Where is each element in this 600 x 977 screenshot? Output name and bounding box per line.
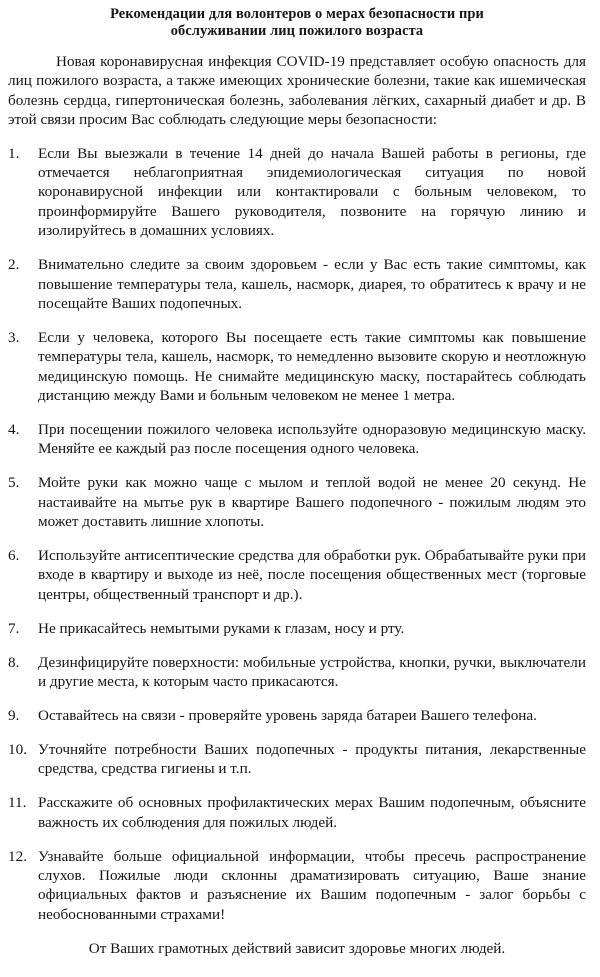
list-item [8,793,586,832]
item-text: Если у человека, которого Вы посещаете есть такие симптомы как повышение температуры тела, кашель, насморк, то немедленно вызовите скорую и неотложную медицинскую помощь. Не снимайте медицинскую маску, постарайтесь соблюдать дистанцию между Вами и больным человеком не менее 1 метра. [38,328,586,405]
title-line-2: обслуживании лиц пожилого возраста [170,23,424,39]
item-number: 3. [8,328,20,346]
item-number: 10. [8,740,27,758]
item-text: Узнавайте больше официальной информации, чтобы пресечь распространение слухов. Пожилые люди склонны драматизировать ситуацию, Ваше знание официальных фактов и разъяснение их Вашим подопечным - залог борьбы с необоснованными страхами! [38,847,586,923]
item-number: 12. [8,847,27,865]
item-text: Дезинфицируйте поверхности: мобильные устройства, кнопки, ручки, выключатели и другие места, к которым часто прикасаются. [38,653,586,691]
item-number: 4. [8,421,20,438]
item-text: При посещении пожилого человека используйте одноразовую медицинскую маску. Меняйте ее каждый раз после посещения одного человека. [38,421,586,458]
list-item [8,144,586,241]
item-number: 5. [8,474,20,492]
intro-paragraph: Новая коронавирусная инфекция COVID-19 представляет особую опасность для лиц пожилого возраста, а также имеющих хронические болезни, такие как ишемическая болезнь сердца, гипертоническая болезнь, заболевания лёгких, сахарный диабет и др. В этой связи просим Вас соблюдать следующие меры безопасности: [8,53,586,129]
item-number: 7. [8,619,20,637]
list-item [8,420,586,459]
item-text: Расскажите об основных профилактических мерах Вашим подопечным, объясните важность их соблюдения для пожилых людей. [38,794,586,831]
item-text: Не прикасайтесь немытыми руками к глазам, носу и рту. [38,619,405,637]
closing-note: От Ваших грамотных действий зависит здоровье многих людей. [88,939,506,957]
list-item [8,255,586,313]
item-text: Мойте руки как можно чаще с мылом и теплой водой не менее 20 секунд. Не настаивайте на мытье рук в квартире Вашего подопечного - пожилым людям это может доставить лишние хлопоты. [38,474,586,531]
item-text: Внимательно следите за своим здоровьем - если у Вас есть такие симптомы, как повышение температуры тела, кашель, насморк, диарея, то обратитесь к врачу и не посещайте Ваших подопечных. [38,256,586,312]
document-title [8,6,586,40]
item-number: 2. [8,256,20,274]
title-line-1: Рекомендации для волонтеров о мерах безопасности при [110,6,484,22]
item-text: Уточняйте потребности Ваших подопечных - продукты питания, лекарственные средства, средства гигиены и т.п. [38,740,586,778]
list-item [8,619,586,638]
recommendations-list [8,144,586,925]
list-item [8,740,586,779]
item-text: Если Вы выезжали в течение 14 дней до начала Вашей работы в регионы, где отмечается неблагоприятная эпидемиологическая ситуация по новой коронавирусной инфекции или контактировали с больным человеком, то проинформируйте Вашего руководителя, позвоните на горячую линию и изолируйтесь в домашних условиях. [38,144,586,240]
item-number: 8. [8,653,20,671]
list-item [8,546,586,604]
list-item [8,706,586,725]
list-item [8,653,586,692]
list-item [8,847,586,925]
list-item [8,328,586,406]
item-text: Оставайтесь на связи - проверяйте уровень заряда батареи Вашего телефона. [38,706,537,724]
item-number: 1. [8,144,20,162]
list-item [8,473,586,531]
item-number: 9. [8,706,20,724]
item-number: 11. [8,794,27,812]
item-number: 6. [8,547,20,565]
item-text: Используйте антисептические средства для обработки рук. Обрабатывайте руки при входе в квартиру и выходе из неё, после посещения общественных мест (торговые центры, общественный транспорт и др.). [38,547,586,603]
